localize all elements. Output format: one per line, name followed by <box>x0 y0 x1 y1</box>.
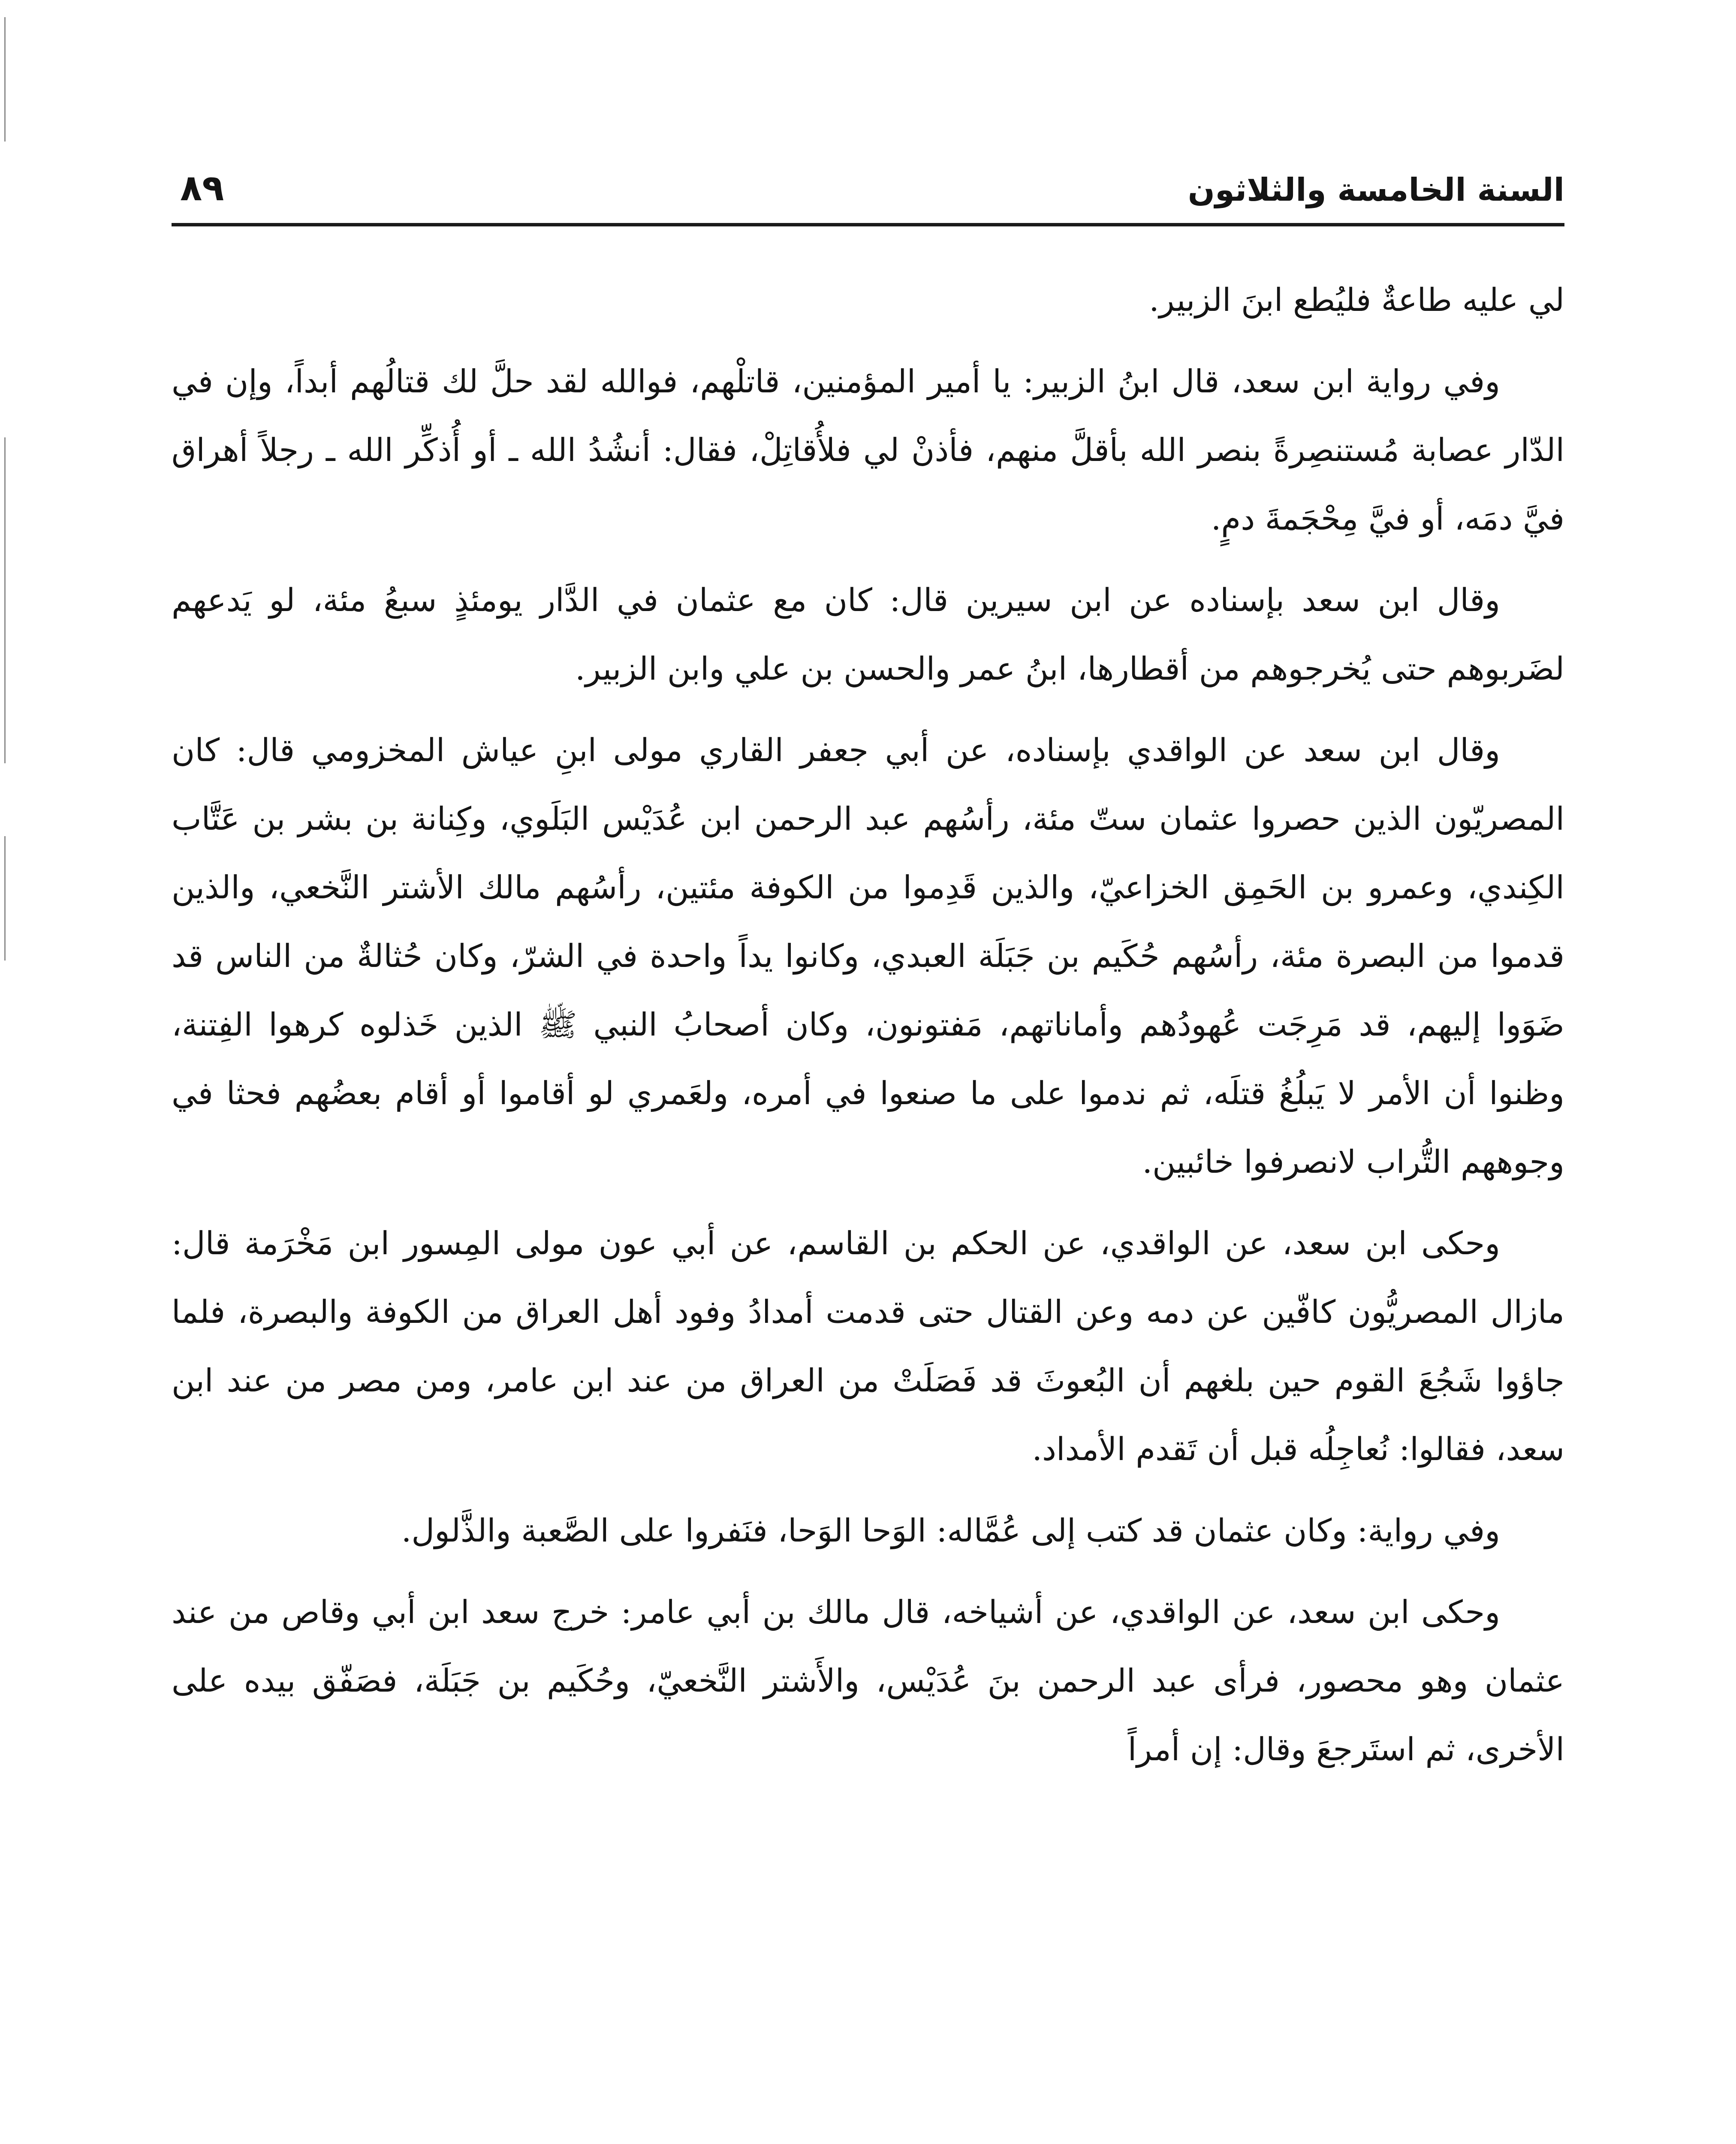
page-header <box>180 142 1564 209</box>
paragraph: وقال ابن سعد عن الواقدي بإسناده، عن أبي جعفر القاري مولى ابنِ عياش المخزومي قال: كان المصريّون الذين حصروا عثمان ستّ مئة، رأسُهم عبد الرحمن ابن عُدَيْس البَلَوي، وكِنانة بن بشر بن عَتَّاب الكِندي، وعمرو بن الحَمِق الخزاعيّ، والذين قَدِموا من الكوفة مئتين، رأسُهم مالك الأشتر النَّخعي، والذين قدموا من البصرة مئة، رأسُهم حُكَيم بن جَبَلَة العبدي، وكانوا يداً واحدة في الشرّ، وكان حُثالةٌ من الناس قد ضَوَوا إليهم، قد مَرِجَت عُهودُهم وأماناتهم، مَفتونون، وكان أصحابُ النبي ﷺ الذين خَذلوه كرهوا الفِتنة، وظنوا أن الأمر لا يَبلُغُ قتلَه، ثم ندموا على ما صنعوا في أمره، ولعَمري لو أقاموا أو أقام بعضُهم فحثا في وجوههم التُّراب لانصرفوا خائبين. <box>172 732 1564 1180</box>
page-number: ٨٩ <box>180 167 224 209</box>
running-title: السنة الخامسة والثلاثون <box>1187 172 1564 208</box>
paragraph: وحكى ابن سعد، عن الواقدي، عن أشياخه، قال مالك بن أبي عامر: خرج سعد ابن أبي وقاص من عند عثمان وهو محصور، فرأى عبد الرحمن بنَ عُدَيْس، والأَشتر النَّخعيّ، وحُكَيم بن جَبَلَة، فصَفّق بيده على الأخرى، ثم استَرجعَ وقال: إن أمراً <box>172 1594 1564 1768</box>
scan-edge-mark <box>4 437 6 763</box>
scan-edge-mark <box>4 17 6 142</box>
header-rule <box>172 223 1564 226</box>
paragraph: وفي رواية ابن سعد، قال ابنُ الزبير: يا أمير المؤمنين، قاتلْهم، فوالله لقد حلَّ لك قتالُهم أبداً، وإن في الدّار عصابة مُستنصِرةً بنصر الله بأقلَّ منهم، فأذنْ لي فلأُقاتِلْ، فقال: أنشُدُ الله ـ أو أُذكِّر الله ـ رجلاً أهراق فيَّ دمَه، أو فيَّ مِحْجَمةَ دمٍ. <box>172 363 1564 537</box>
paragraph: وحكى ابن سعد، عن الواقدي، عن الحكم بن القاسم، عن أبي عون مولى المِسور ابن مَخْرَمة قال: مازال المصريُّون كافّين عن دمه وعن القتال حتى قدمت أمدادُ وفود أهل العراق من الكوفة والبصرة، فلما جاؤوا شَجُعَ القوم حين بلغهم أن البُعوثَ قد فَصَلَتْ من العراق من عند ابن عامر، ومن مصر من عند ابن سعد، فقالوا: نُعاجِلُه قبل أن تَقدم الأمداد. <box>172 1225 1564 1468</box>
paragraph: وفي رواية: وكان عثمان قد كتب إلى عُمَّاله: الوَحا الوَحا، فنَفروا على الصَّعبة والذَّلول. <box>401 1512 1500 1549</box>
paragraph: وقال ابن سعد بإسناده عن ابن سيرين قال: كان مع عثمان في الدَّار يومئذٍ سبعُ مئة، لو يَدعهم لضَربوهم حتى يُخرجوهم من أقطارها، ابنُ عمر والحسن بن علي وابن الزبير. <box>172 582 1564 687</box>
body-text <box>172 266 1564 1797</box>
paragraph-continuation: لي عليه طاعةٌ فليُطع ابنَ الزبير. <box>1149 282 1564 319</box>
scan-edge-mark <box>4 836 6 961</box>
